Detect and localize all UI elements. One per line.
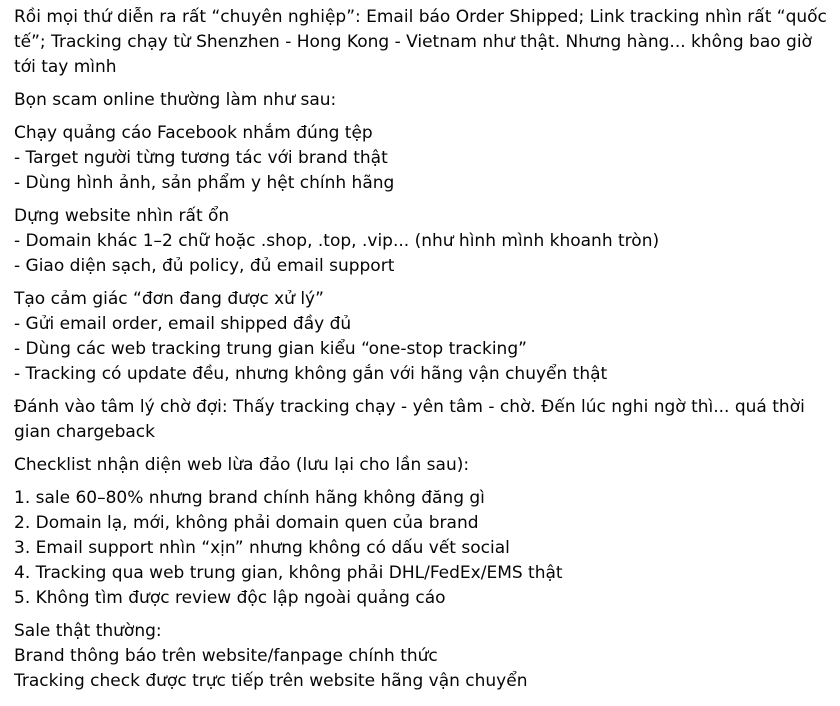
post-body [14,5,830,702]
list-item: Tracking check được trực tiếp trên website hãng vận chuyển [14,671,528,691]
intro-paragraph [14,5,830,80]
intro-text: Rồi mọi thứ diễn ra rất “chuyên nghiệp”: Email báo Order Shipped; Link tracking nhìn rất “quốc tế”; Tracking chạy từ Shenzhen - Hong Kong - Vietnam như thật. Nhưng hàng... không bao giờ tới tay mình [14,7,827,77]
checklist-heading-text: Checklist nhận diện web lừa đảo (lưu lại cho lần sau): [14,455,470,475]
list-item: - Dùng hình ảnh, sản phẩm y hệt chính hãng [14,173,395,193]
checklist-item: 5. Không tìm được review độc lập ngoài quảng cáo [14,588,446,608]
list-item: - Target người từng tương tác với brand thật [14,148,388,168]
list-item: Brand thông báo trên website/fanpage chính thức [14,646,438,666]
scam-methods-heading-text: Bọn scam online thường làm như sau: [14,90,337,110]
section-heading: Dựng website nhìn rất ổn [14,206,230,226]
section-heading: Chạy quảng cáo Facebook nhắm đúng tệp [14,123,373,143]
list-item: - Giao diện sạch, đủ policy, đủ email support [14,256,395,276]
scam-methods-heading [14,88,830,113]
section-heading: Sale thật thường: [14,621,162,641]
list-item: - Domain khác 1–2 chữ hoặc .shop, .top, .vip... (như hình mình khoanh tròn) [14,231,660,251]
list-item: - Gửi email order, email shipped đầy đủ [14,314,352,334]
checklist-item: 3. Email support nhìn “xịn” nhưng không có dấu vết social [14,538,510,558]
facebook-ads-section [14,121,830,196]
website-section [14,204,830,279]
section-heading: Tạo cảm giác “đơn đang được xử lý” [14,289,324,309]
checklist-item: 1. sale 60–80% nhưng brand chính hãng không đăng gì [14,488,485,508]
checklist [14,486,830,611]
checklist-item: 4. Tracking qua web trung gian, không phải DHL/FedEx/EMS thật [14,563,563,583]
order-processing-section [14,287,830,387]
waiting-psychology-paragraph [14,395,830,445]
list-item: - Tracking có update đều, nhưng không gắn với hãng vận chuyển thật [14,364,608,384]
real-sale-section [14,619,830,694]
waiting-psychology-text: Đánh vào tâm lý chờ đợi: Thấy tracking chạy - yên tâm - chờ. Đến lúc nghi ngờ thì... quá thời gian chargeback [14,397,805,442]
checklist-item: 2. Domain lạ, mới, không phải domain quen của brand [14,513,479,533]
checklist-heading [14,453,830,478]
list-item: - Dùng các web tracking trung gian kiểu “one-stop tracking” [14,339,527,359]
